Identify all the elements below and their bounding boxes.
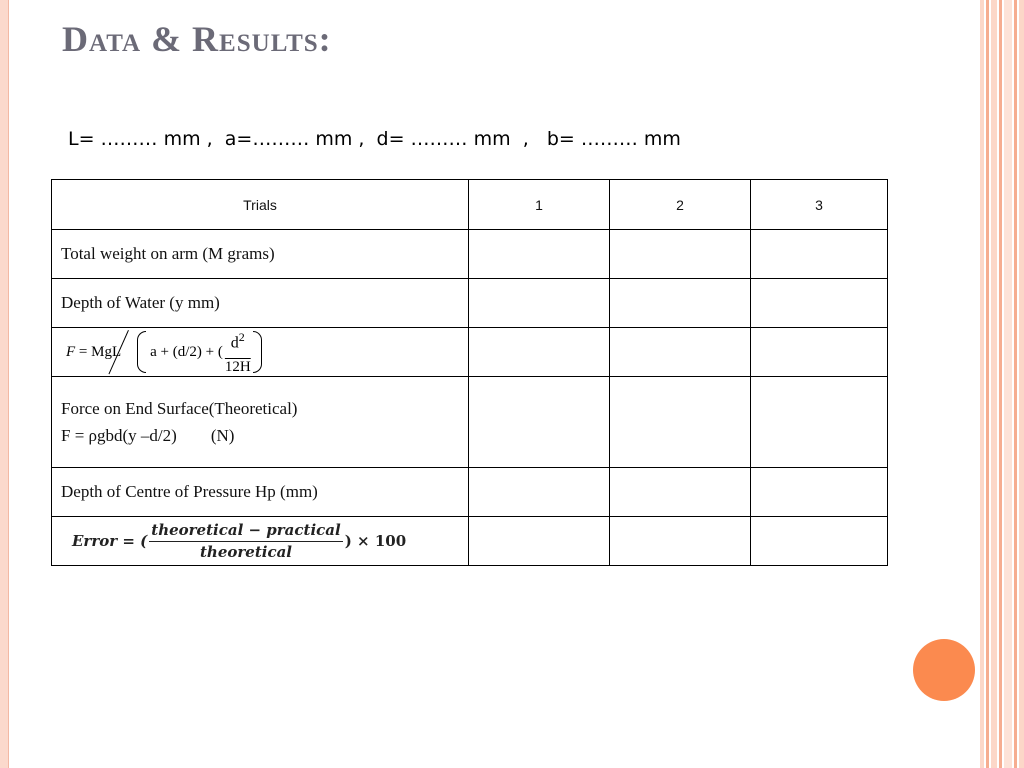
table-row <box>52 377 888 468</box>
cell-input[interactable] <box>469 377 610 468</box>
right-border-stripe <box>980 0 984 768</box>
error-numerator: theoretical − practical <box>149 520 342 542</box>
cell-input[interactable] <box>751 279 888 328</box>
error-lhs: Error = ( <box>72 532 148 550</box>
results-table <box>51 179 888 566</box>
header-trial-1: 1 <box>469 180 610 230</box>
right-border-stripe <box>986 0 989 768</box>
formula-f-d: d <box>230 334 239 352</box>
right-border-stripe <box>1019 0 1024 768</box>
parameters-line: L= ……… mm , a=……… mm , d= ……… mm , b= ……… mm <box>68 128 681 150</box>
force-label: Force on End Surface(Theoretical) <box>61 399 298 418</box>
cell-input[interactable] <box>469 468 610 517</box>
cell-input[interactable] <box>751 468 888 517</box>
cell-input[interactable] <box>610 279 751 328</box>
row-label-error-formula <box>52 517 469 566</box>
moment-formula <box>66 328 459 376</box>
cell-input[interactable] <box>751 377 888 468</box>
formula-f-eq: = MgL <box>75 343 122 360</box>
table-row <box>52 517 888 566</box>
error-rhs: ) × 100 <box>344 532 407 550</box>
cell-input[interactable] <box>469 230 610 279</box>
cell-input[interactable] <box>469 328 610 377</box>
cell-input[interactable] <box>610 328 751 377</box>
table-header-row <box>52 180 888 230</box>
left-border-decoration <box>0 0 9 768</box>
slide-title: Data & Results: <box>62 19 332 59</box>
table-row <box>52 468 888 517</box>
row-label-depth-water: Depth of Water (y mm) <box>52 279 469 328</box>
cell-input[interactable] <box>610 468 751 517</box>
division-slash <box>121 330 137 374</box>
cell-input[interactable] <box>469 279 610 328</box>
header-trial-2: 2 <box>610 180 751 230</box>
formula-f-inner: a + (d/2) + ( <box>150 343 223 360</box>
formula-f-fraction <box>225 329 251 375</box>
cell-input[interactable] <box>751 517 888 566</box>
right-border-stripe <box>1004 0 1012 768</box>
formula-f-lhs: F <box>66 343 76 360</box>
cell-input[interactable] <box>610 377 751 468</box>
cell-input[interactable] <box>610 517 751 566</box>
formula-f-den: 12H <box>224 359 251 376</box>
row-label-force <box>52 377 469 468</box>
right-border-stripe <box>999 0 1002 768</box>
left-paren <box>137 331 146 373</box>
cell-input[interactable] <box>751 230 888 279</box>
force-formula: F = ρgbd(y –d/2) (N) <box>61 426 235 445</box>
right-border-stripe <box>1014 0 1017 768</box>
row-label-centre-pressure: Depth of Centre of Pressure Hp (mm) <box>52 468 469 517</box>
table-row <box>52 328 888 377</box>
cell-input[interactable] <box>610 230 751 279</box>
cell-input[interactable] <box>751 328 888 377</box>
right-border-stripe <box>991 0 997 768</box>
right-paren <box>253 331 262 373</box>
table-row <box>52 279 888 328</box>
table-row <box>52 230 888 279</box>
header-trial-3: 3 <box>751 180 888 230</box>
row-label-total-weight: Total weight on arm (M grams) <box>52 230 469 279</box>
header-trials: Trials <box>52 180 469 230</box>
error-formula <box>72 517 459 565</box>
decorative-circle <box>913 639 975 701</box>
cell-input[interactable] <box>469 517 610 566</box>
error-denominator: theoretical <box>199 543 292 561</box>
error-fraction <box>149 520 342 562</box>
formula-f-sup: 2 <box>238 329 245 344</box>
row-label-moment-formula <box>52 328 469 377</box>
